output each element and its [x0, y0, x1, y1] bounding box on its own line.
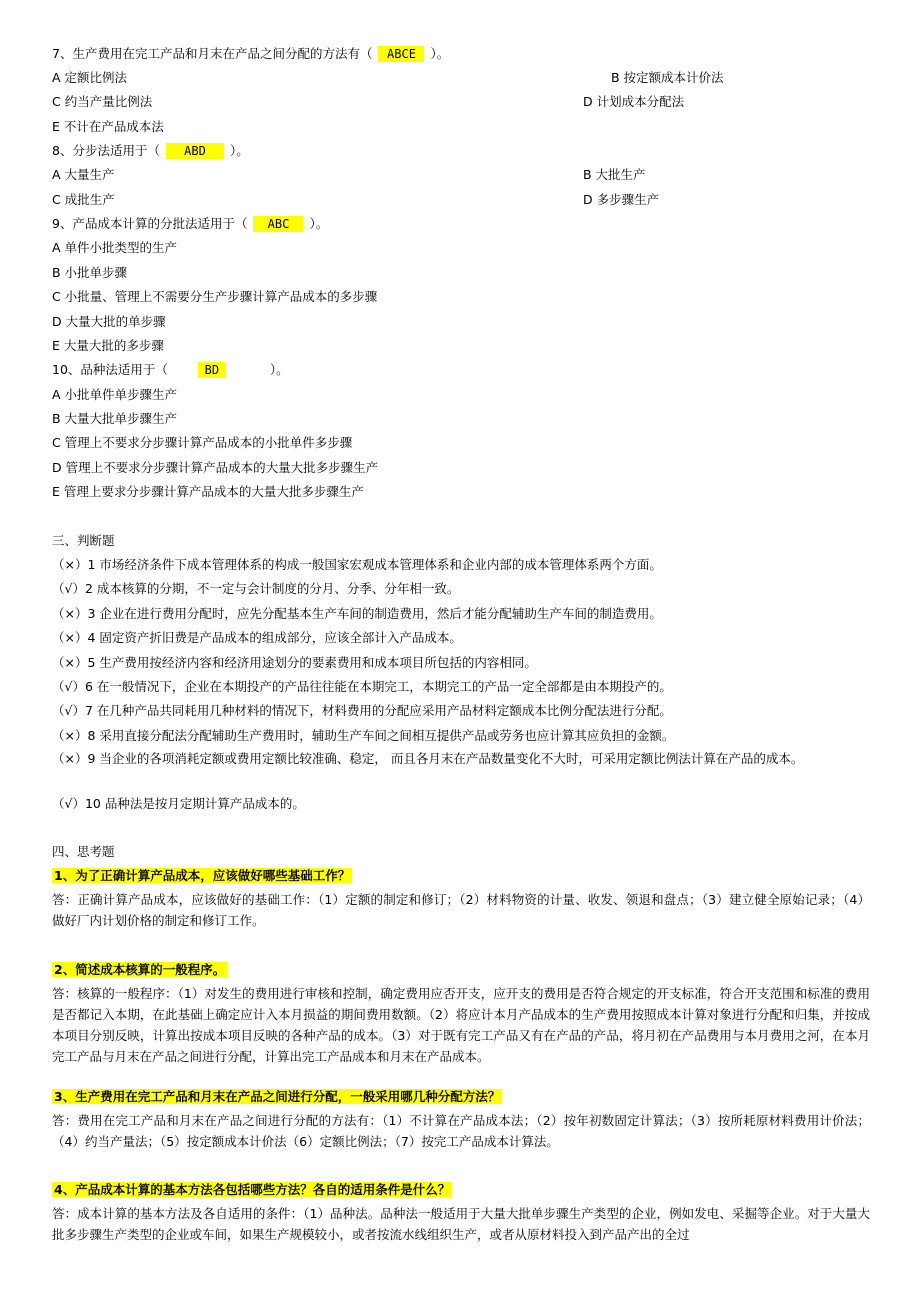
question-suffix: ）。: [309, 216, 329, 231]
think-question-2: [52, 962, 227, 978]
answer-highlight: BD: [198, 362, 226, 378]
question-text: 9、产品成本计算的分批法适用于（: [52, 216, 248, 231]
judgement-item: （√）6 在一般情况下，企业在本期投产的产品往往能在本期完工，本期完工的产品一定全部都是由本期投产的。: [52, 679, 672, 694]
judgement-item: （×）9 当企业的各项消耗定额或费用定额比较准确、稳定， 而且各月末在产品数量变化不大时，可采用定额比例法计算在产品的成本。: [52, 751, 804, 766]
question-suffix: ）。: [430, 46, 450, 61]
option: B 大批生产: [583, 167, 646, 182]
section-title-thinking: 四、思考题: [52, 844, 115, 859]
option: D 多步骤生产: [583, 192, 660, 207]
judgement-item: （√）10 品种法是按月定期计算产品成本的。: [52, 796, 305, 811]
think-answer-3: 答：费用在完工产品和月末在产品之间进行分配的方法有：（1）不计算在产品成本法；（2）按年初数固定计算法；（3）按所耗原材料费用计价法；（4）约当产量法；（5）按定额成本计价法（6）定额比例法；（7）按完工产品成本计算法。: [52, 1113, 870, 1149]
option: B 大量大批单步骤生产: [52, 411, 178, 426]
option: C 成批生产: [52, 192, 115, 207]
think-question-3: [52, 1089, 502, 1105]
think-answer-2: 答：核算的一般程序：（1）对发生的费用进行审核和控制，确定费用应否开支，应开支的费用是否符合规定的开支标准，符合开支范围和标准的费用是否都记入本期，在此基础上确定应计入本月损益的期间费用数额。（2）将应计本月产品成本的生产费用按照成本计算对象进行分配和归集，并按成本项目分别反映，计算出按成本项目反映的各种产品的成本。（3）对于既有完工产品又有在产品的产品，将月初在产品费用与本月费用之河，在本月完工产品与月末在产品之间进行分配，计算出完工产品成本和月末在产品成本。: [52, 986, 870, 1064]
answer-highlight: ABC: [253, 216, 303, 232]
question-8: [52, 143, 249, 159]
judgement-item: （×）1 市场经济条件下成本管理体系的构成一般国家宏观成本管理体系和企业内部的成本管理体系两个方面。: [52, 557, 662, 572]
option: C 管理上不要求分步骤计算产品成本的小批单件多步骤: [52, 435, 353, 450]
judgement-item: （×）3 企业在进行费用分配时，应先分配基本生产车间的制造费用，然后才能分配辅助生产车间的制造费用。: [52, 606, 662, 621]
think-question-1: [52, 868, 352, 884]
question-suffix: ）。: [229, 143, 249, 158]
think-answer-4: 答：成本计算的基本方法及各自适用的条件：（1）品种法。品种法一般适用于大量大批单步骤生产类型的企业，例如发电、采掘等企业。对于大量大批多步骤生产类型的企业或车间，如果生产规模较小，或者按流水线组织生产，或者从原材料投入到产品产出的全过: [52, 1206, 870, 1242]
option: D 计划成本分配法: [583, 94, 685, 109]
option: B 按定额成本计价法: [611, 70, 724, 85]
judgement-item: （√）2 成本核算的分期，不一定与会计制度的分月、分季、分年相一致。: [52, 581, 460, 596]
judgement-item: （×）4 固定资产折旧费是产品成本的组成部分，应该全部计入产品成本。: [52, 630, 462, 645]
section-title-judgement: 三、判断题: [52, 533, 115, 548]
question-highlight: 3、生产费用在完工产品和月末在产品之间进行分配，一般采用哪几种分配方法？: [54, 1089, 501, 1104]
option: D 管理上不要求分步骤计算产品成本的大量大批多步骤生产: [52, 460, 379, 475]
think-answer-1: 答：正确计算产品成本，应该做好的基础工作：（1）定额的制定和修订；（2）材料物资的计量、收发、领退和盘点；（3）建立健全原始记录；（4）做好厂内计划价格的制定和修订工作。: [52, 892, 870, 928]
question-highlight: 1、为了正确计算产品成本，应该做好哪些基础工作？: [54, 868, 351, 883]
question-suffix: ）。: [269, 362, 289, 377]
question-7: [52, 46, 449, 62]
option: D 大量大批的单步骤: [52, 314, 166, 329]
answer-highlight: ABCE: [378, 46, 424, 62]
question-highlight: 4、产品成本计算的基本方法各包括哪些方法？各自的适用条件是什么？: [54, 1182, 451, 1197]
option: A 单件小批类型的生产: [52, 240, 178, 255]
think-question-4: [52, 1182, 452, 1198]
question-text: 10、品种法适用于（: [52, 362, 168, 377]
judgement-item: （√）7 在几种产品共同耗用几种材料的情况下，材料费用的分配应采用产品材料定额成本比例分配法进行分配。: [52, 703, 672, 718]
option: E 大量大批的多步骤: [52, 338, 164, 353]
question-10: [52, 362, 289, 378]
judgement-item: （×）8 采用直接分配法分配辅助生产费用时，辅助生产车间之间相互提供产品或劳务也应计算其应负担的金额。: [52, 728, 675, 743]
answer-highlight: ABD: [166, 143, 224, 159]
option: A 定额比例法: [52, 70, 128, 85]
option: A 小批单件单步骤生产: [52, 387, 178, 402]
option: C 约当产量比例法: [52, 94, 153, 109]
question-highlight: 2、简述成本核算的一般程序。: [54, 962, 226, 977]
question-text: 8、分步法适用于（: [52, 143, 160, 158]
option: E 不计在产品成本法: [52, 119, 164, 134]
option: B 小批单步骤: [52, 265, 128, 280]
option: C 小批量、管理上不需要分生产步骤计算产品成本的多步骤: [52, 289, 378, 304]
question-text: 7、生产费用在完工产品和月末在产品之间分配的方法有（: [52, 46, 373, 61]
judgement-item: （×）5 生产费用按经济内容和经济用途划分的要素费用和成本项目所包括的内容相同。: [52, 655, 537, 670]
option: E 管理上要求分步骤计算产品成本的大量大批多步骤生产: [52, 484, 364, 499]
question-9: [52, 216, 328, 232]
option: A 大量生产: [52, 167, 115, 182]
